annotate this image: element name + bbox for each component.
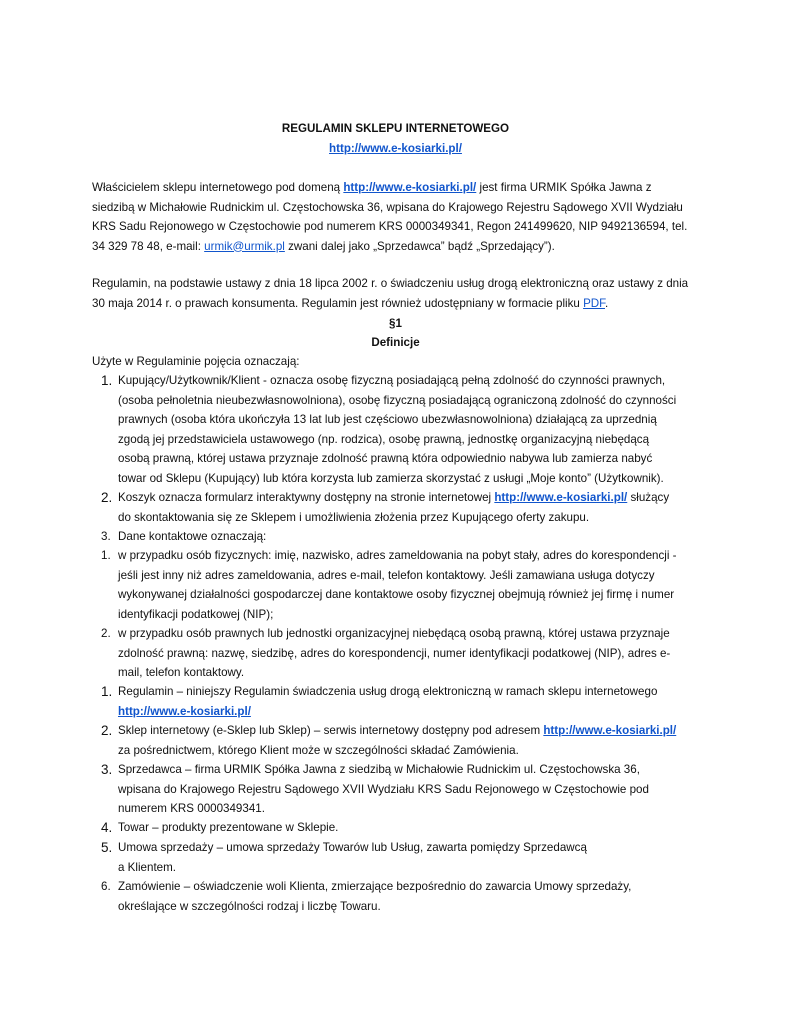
item-number: 1. <box>101 373 113 388</box>
contact-data-legal-persons <box>101 624 718 683</box>
contact-data-natural-persons <box>101 546 718 624</box>
item-line: za pośrednictwem, którego Klient może w szczególności składać Zamówienia. <box>118 743 519 757</box>
site-url-link[interactable]: http://www.e-kosiarki.pl/ <box>329 142 462 155</box>
item-number: 3. <box>101 762 113 777</box>
email-link[interactable]: urmik@urmik.pl <box>204 239 285 253</box>
item-line: zdolność prawną: nazwę, siedzibę, adres do korespondencji, numer identyfikacji podatkowej (NIP), adres e- <box>118 646 671 660</box>
definition-item-seller <box>101 760 718 819</box>
item-line: Zamówienie – oświadczenie woli Klienta, zmierzające bezpośrednio do zawarcia Umowy sprzedaży, <box>118 880 632 893</box>
title-url-line <box>0 139 791 159</box>
item-line: Regulamin – niniejszy Regulamin świadczenia usług drogą elektroniczną w ramach sklepu internetowego <box>118 685 658 698</box>
item-number: 4. <box>101 820 113 835</box>
item-number: 1. <box>101 684 113 699</box>
item-number: 5. <box>101 840 113 855</box>
item-line: (osoba pełnoletnia nieubezwłasnowolniona), osobę fizyczną posiadającą ograniczoną zdolność do czynności <box>118 393 677 407</box>
document-title: REGULAMIN SKLEPU INTERNETOWEGO <box>281 122 510 135</box>
terms-intro: Użyte w Regulaminie pojęcia oznaczają: <box>92 355 300 368</box>
item-number: 3. <box>101 530 111 543</box>
item-number: 2. <box>101 627 111 640</box>
definition-item-goods <box>101 818 718 838</box>
definition-item-cart <box>101 488 718 527</box>
intro-line-1: Właścicielem sklepu internetowego pod domeną http://www.e-kosiarki.pl/ jest firma URMIK Spółka Jawna z <box>92 181 652 194</box>
intro-line-2: siedzibą w Michałowie Rudnickim ul. Częstochowska 36, wpisana do Krajowego Rejestru Sądowego XVII Wydziału <box>92 200 683 214</box>
item-line: Sprzedawca – firma URMIK Spółka Jawna z siedzibą w Michałowie Rudnickim ul. Częstochowska 36, <box>118 763 640 776</box>
pdf-link[interactable]: PDF <box>583 296 605 310</box>
item-line: Kupujący/Użytkownik/Klient - oznacza osobę fizyczną posiadającą pełną zdolność do czynności prawnych, <box>118 374 666 387</box>
item-line: a Klientem. <box>118 860 176 874</box>
item-line: numerem KRS 0000349341. <box>118 802 265 815</box>
shop-site-link[interactable]: http://www.e-kosiarki.pl/ <box>543 724 677 737</box>
item-line: zgodą jej przedstawiciela ustawowego (np. rodzica), osobę prawną, jednostkę organizacyjną niebędącą <box>118 432 650 446</box>
cart-site-link[interactable]: http://www.e-kosiarki.pl/ <box>494 491 628 504</box>
item-line: osobą prawną, której ustawa przyznaje zdolność prawną która odpowiednio nabywa lub zamierza nabyć <box>118 452 653 465</box>
intro-line-4: 34 329 78 48, e-mail: urmik@urmik.pl zwani dalej jako „Sprzedawca” bądź „Sprzedający”). <box>92 239 555 253</box>
item-line: identyfikacji podatkowej (NIP); <box>118 607 274 621</box>
definition-item-client <box>101 371 718 488</box>
definition-item-regulation <box>101 682 718 721</box>
definition-item-sales-agreement <box>101 838 718 877</box>
item-line: w przypadku osób prawnych lub jednostki organizacyjnej niebędącą osobą prawną, której ustawa przyznaje <box>118 627 670 640</box>
item-number: 6. <box>101 880 111 893</box>
item-line: jeśli jest inny niż adres zameldowania, adres e-mail, telefon kontaktowy. Jeśli zamawiana usługa dotyczy <box>118 568 655 582</box>
item-line: w przypadku osób fizycznych: imię, nazwisko, adres zameldowania na pobyt stały, adres do korespondencji - <box>118 549 677 562</box>
item-line: Koszyk oznacza formularz interaktywny dostępny na stronie internetowej http://www.e-kosiarki.pl/ służący <box>118 491 670 504</box>
regulation-paragraph <box>92 274 702 313</box>
item-line <box>118 702 718 722</box>
item-line: Dane kontaktowe oznaczają: <box>118 530 267 543</box>
item-line: towar od Sklepu (Kupujący) lub która korzysta lub zamierza skorzystać z usługi „Moje konto” (Użytkownik). <box>118 471 664 485</box>
intro-site-link[interactable]: http://www.e-kosiarki.pl/ <box>343 181 477 194</box>
regulation-line-1: Regulamin, na podstawie ustawy z dnia 18 lipca 2002 r. o świadczeniu usług drogą elektroniczną oraz ustawy z dnia <box>92 277 689 290</box>
section-number: §1 <box>389 317 402 330</box>
item-line: prawnych (osoba która ukończyła 13 lat lub jest częściowo ubezwłasnowolniona) działającą za uprzednią <box>118 413 657 426</box>
definition-item-shop <box>101 721 718 760</box>
item-line: Umowa sprzedaży – umowa sprzedaży Towarów lub Usług, zawarta pomiędzy Sprzedawcą <box>118 841 587 854</box>
regulation-site-link[interactable]: http://www.e-kosiarki.pl/ <box>118 704 251 718</box>
section-title: Definicje <box>371 336 420 349</box>
item-line: Sklep internetowy (e-Sklep lub Sklep) – serwis internetowy dostępny pod adresem http://www.e-kosiarki.pl/ <box>118 724 677 737</box>
item-number: 2. <box>101 490 113 505</box>
item-number: 2. <box>101 723 113 738</box>
intro-paragraph <box>92 178 702 256</box>
definition-item-order <box>101 877 718 916</box>
item-line: mail, telefon kontaktowy. <box>118 666 245 679</box>
item-number: 1. <box>101 549 111 562</box>
item-line: Towar – produkty prezentowane w Sklepie. <box>118 821 339 834</box>
item-line: wykonywanej działalności gospodarczej dane kontaktowe osoby fizycznej obejmują również jej firmę i numer <box>118 588 675 601</box>
intro-line-3: KRS Sadu Rejonowego w Częstochowie pod numerem KRS 0000349341, Regon 241499620, NIP 9492136594, tel. <box>92 220 688 233</box>
definition-item-contact-data <box>101 527 718 547</box>
item-line: określające w szczególności rodzaj i liczbę Towaru. <box>118 899 381 913</box>
regulation-line-2: 30 maja 2014 r. o prawach konsumenta. Regulamin jest również udostępniany w formacie pliku PDF. <box>92 296 609 310</box>
item-line: wpisana do Krajowego Rejestru Sądowego XVII Wydziału KRS Sadu Rejonowego w Częstochowie pod <box>118 782 649 796</box>
item-line: do skontaktowania się ze Sklepem i umożliwienia złożenia przez Kupującego oferty zakupu. <box>118 510 590 524</box>
